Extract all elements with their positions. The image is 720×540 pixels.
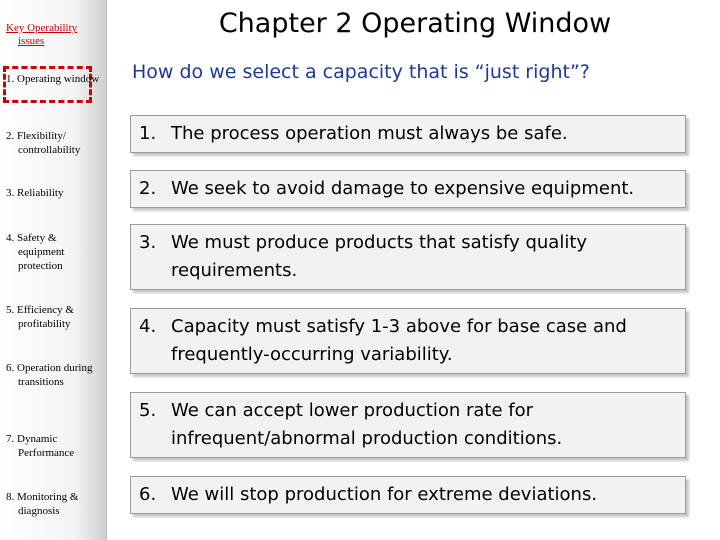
statement-3 [130,224,686,290]
sidebar-item-operating-window[interactable]: 1. Operating window [6,73,100,85]
page-title: Chapter 2 Operating Window [218,8,612,39]
statement-number: 6. [139,484,157,505]
statement-text: We can accept lower production rate for infrequent/abnormal production conditions. [171,400,563,449]
statement-text: Capacity must satisfy 1-3 above for base case and frequently-occurring variability. [171,316,627,365]
statement-number: 4. [139,316,157,337]
statement-number: 5. [139,400,157,421]
sidebar-item-reliability[interactable]: 3. Reliability [6,187,64,199]
statement-5 [130,392,686,458]
statement-4 [130,308,686,374]
sidebar-item-efficiency[interactable]: 5. Efficiency & profitability [6,304,74,330]
sidebar-item-transitions[interactable]: 6. Operation during transitions [6,362,93,388]
statement-number: 1. [139,123,157,144]
sidebar-item-monitoring[interactable]: 8. Monitoring & diagnosis [6,491,79,517]
question-text: How do we select a capacity that is “just right”? [132,61,590,83]
statement-text: We will stop production for extreme deviations. [171,484,598,505]
statement-1 [130,115,686,153]
statement-text: The process operation must always be safe. [171,123,568,144]
sidebar-item-flexibility[interactable]: 2. Flexibility/ controllability [6,130,81,156]
sidebar-item-dynamic-performance[interactable]: 7. Dynamic Performance [6,433,75,459]
statement-number: 2. [139,178,157,199]
statement-2 [130,170,686,208]
sidebar-item-safety[interactable]: 4. Safety & equipment protection [6,232,65,272]
sidebar [0,0,107,540]
statement-text: We must produce products that satisfy quality requirements. [171,232,588,281]
statement-6 [130,476,686,514]
statement-number: 3. [139,232,157,253]
sidebar-title[interactable]: Key Operability issues [6,22,78,47]
statement-text: We seek to avoid damage to expensive equipment. [171,178,635,199]
